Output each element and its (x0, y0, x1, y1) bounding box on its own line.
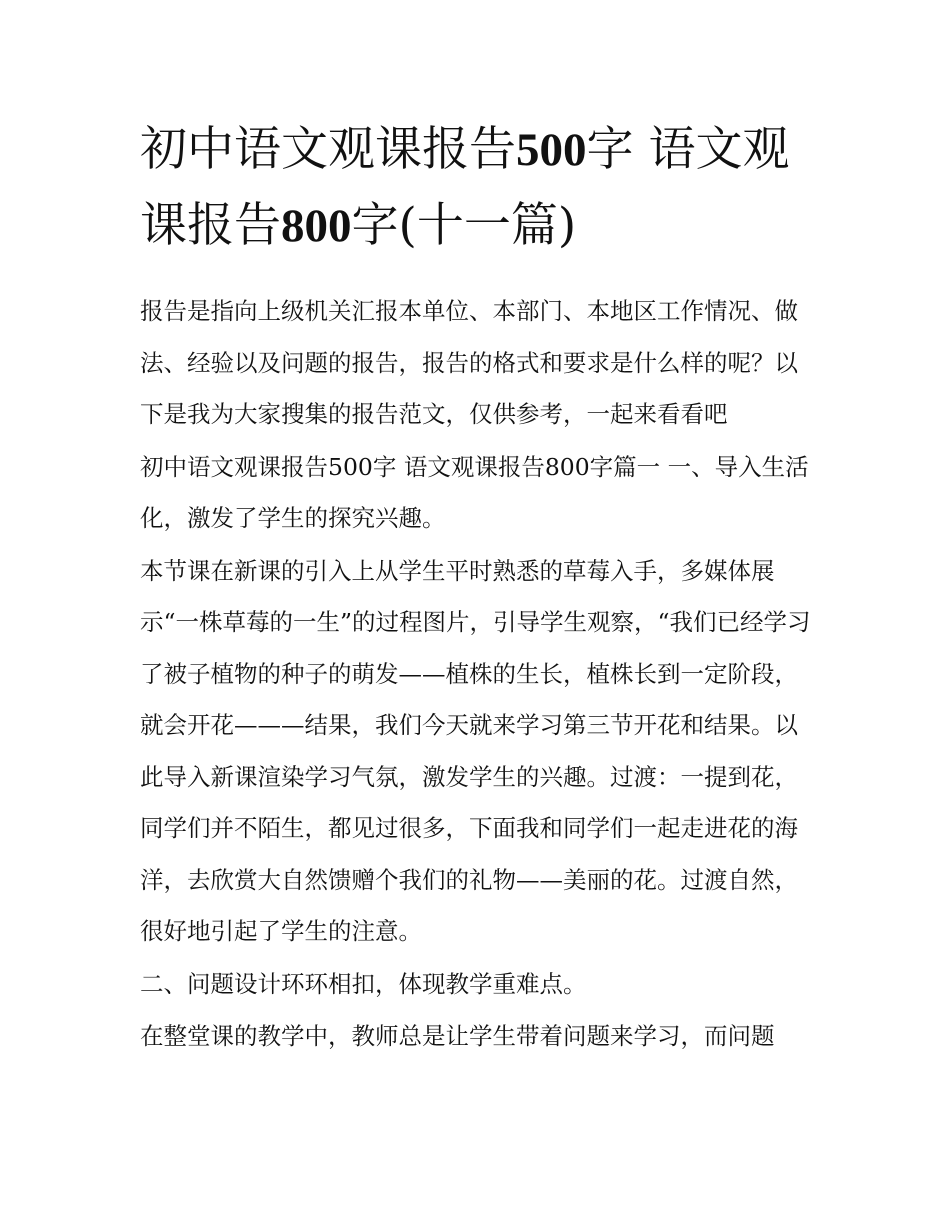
document-title: 初中语文观课报告500字 语文观课报告800字(十一篇) (140, 122, 790, 253)
paragraph-section-one-body: 本节课在新课的引入上从学生平时熟悉的草莓入手，多媒体展示“一株草莓的一生”的过程图片，引导学生观察，“我们已经学习了被子植物的种子的萌发——植株的生长，植株长到一定阶段，就会开花———结果，我们今天就来学习第三节开花和结果。以此导入新课渲染学习气氛，激发学生的兴趣。过渡：一提到花，同学们并不陌生，都见过很多，下面我和同学们一起走进花的海洋，去欣赏大自然馈赠个我们的礼物——美丽的花。过渡自然，很好地引起了学生的注意。 (140, 556, 811, 945)
paragraph-section-one-heading: 初中语文观课报告500字 语文观课报告800字篇一 一、导入生活化，激发了学生的探究兴趣。 (140, 452, 809, 532)
paragraph-section-two-body: 在整堂课的教学中，教师总是让学生带着问题来学习，而问题 (140, 1022, 775, 1050)
paragraph-intro: 报告是指向上级机关汇报本单位、本部门、本地区工作情况、做法、经验以及问题的报告，报告的格式和要求是什么样的呢？以下是我为大家搜集的报告范文，仅供参考，一起来看看吧 (140, 297, 798, 428)
paragraph-section-two-heading: 二、问题设计环环相扣，体现教学重难点。 (140, 969, 587, 998)
document-body (140, 112, 812, 1064)
